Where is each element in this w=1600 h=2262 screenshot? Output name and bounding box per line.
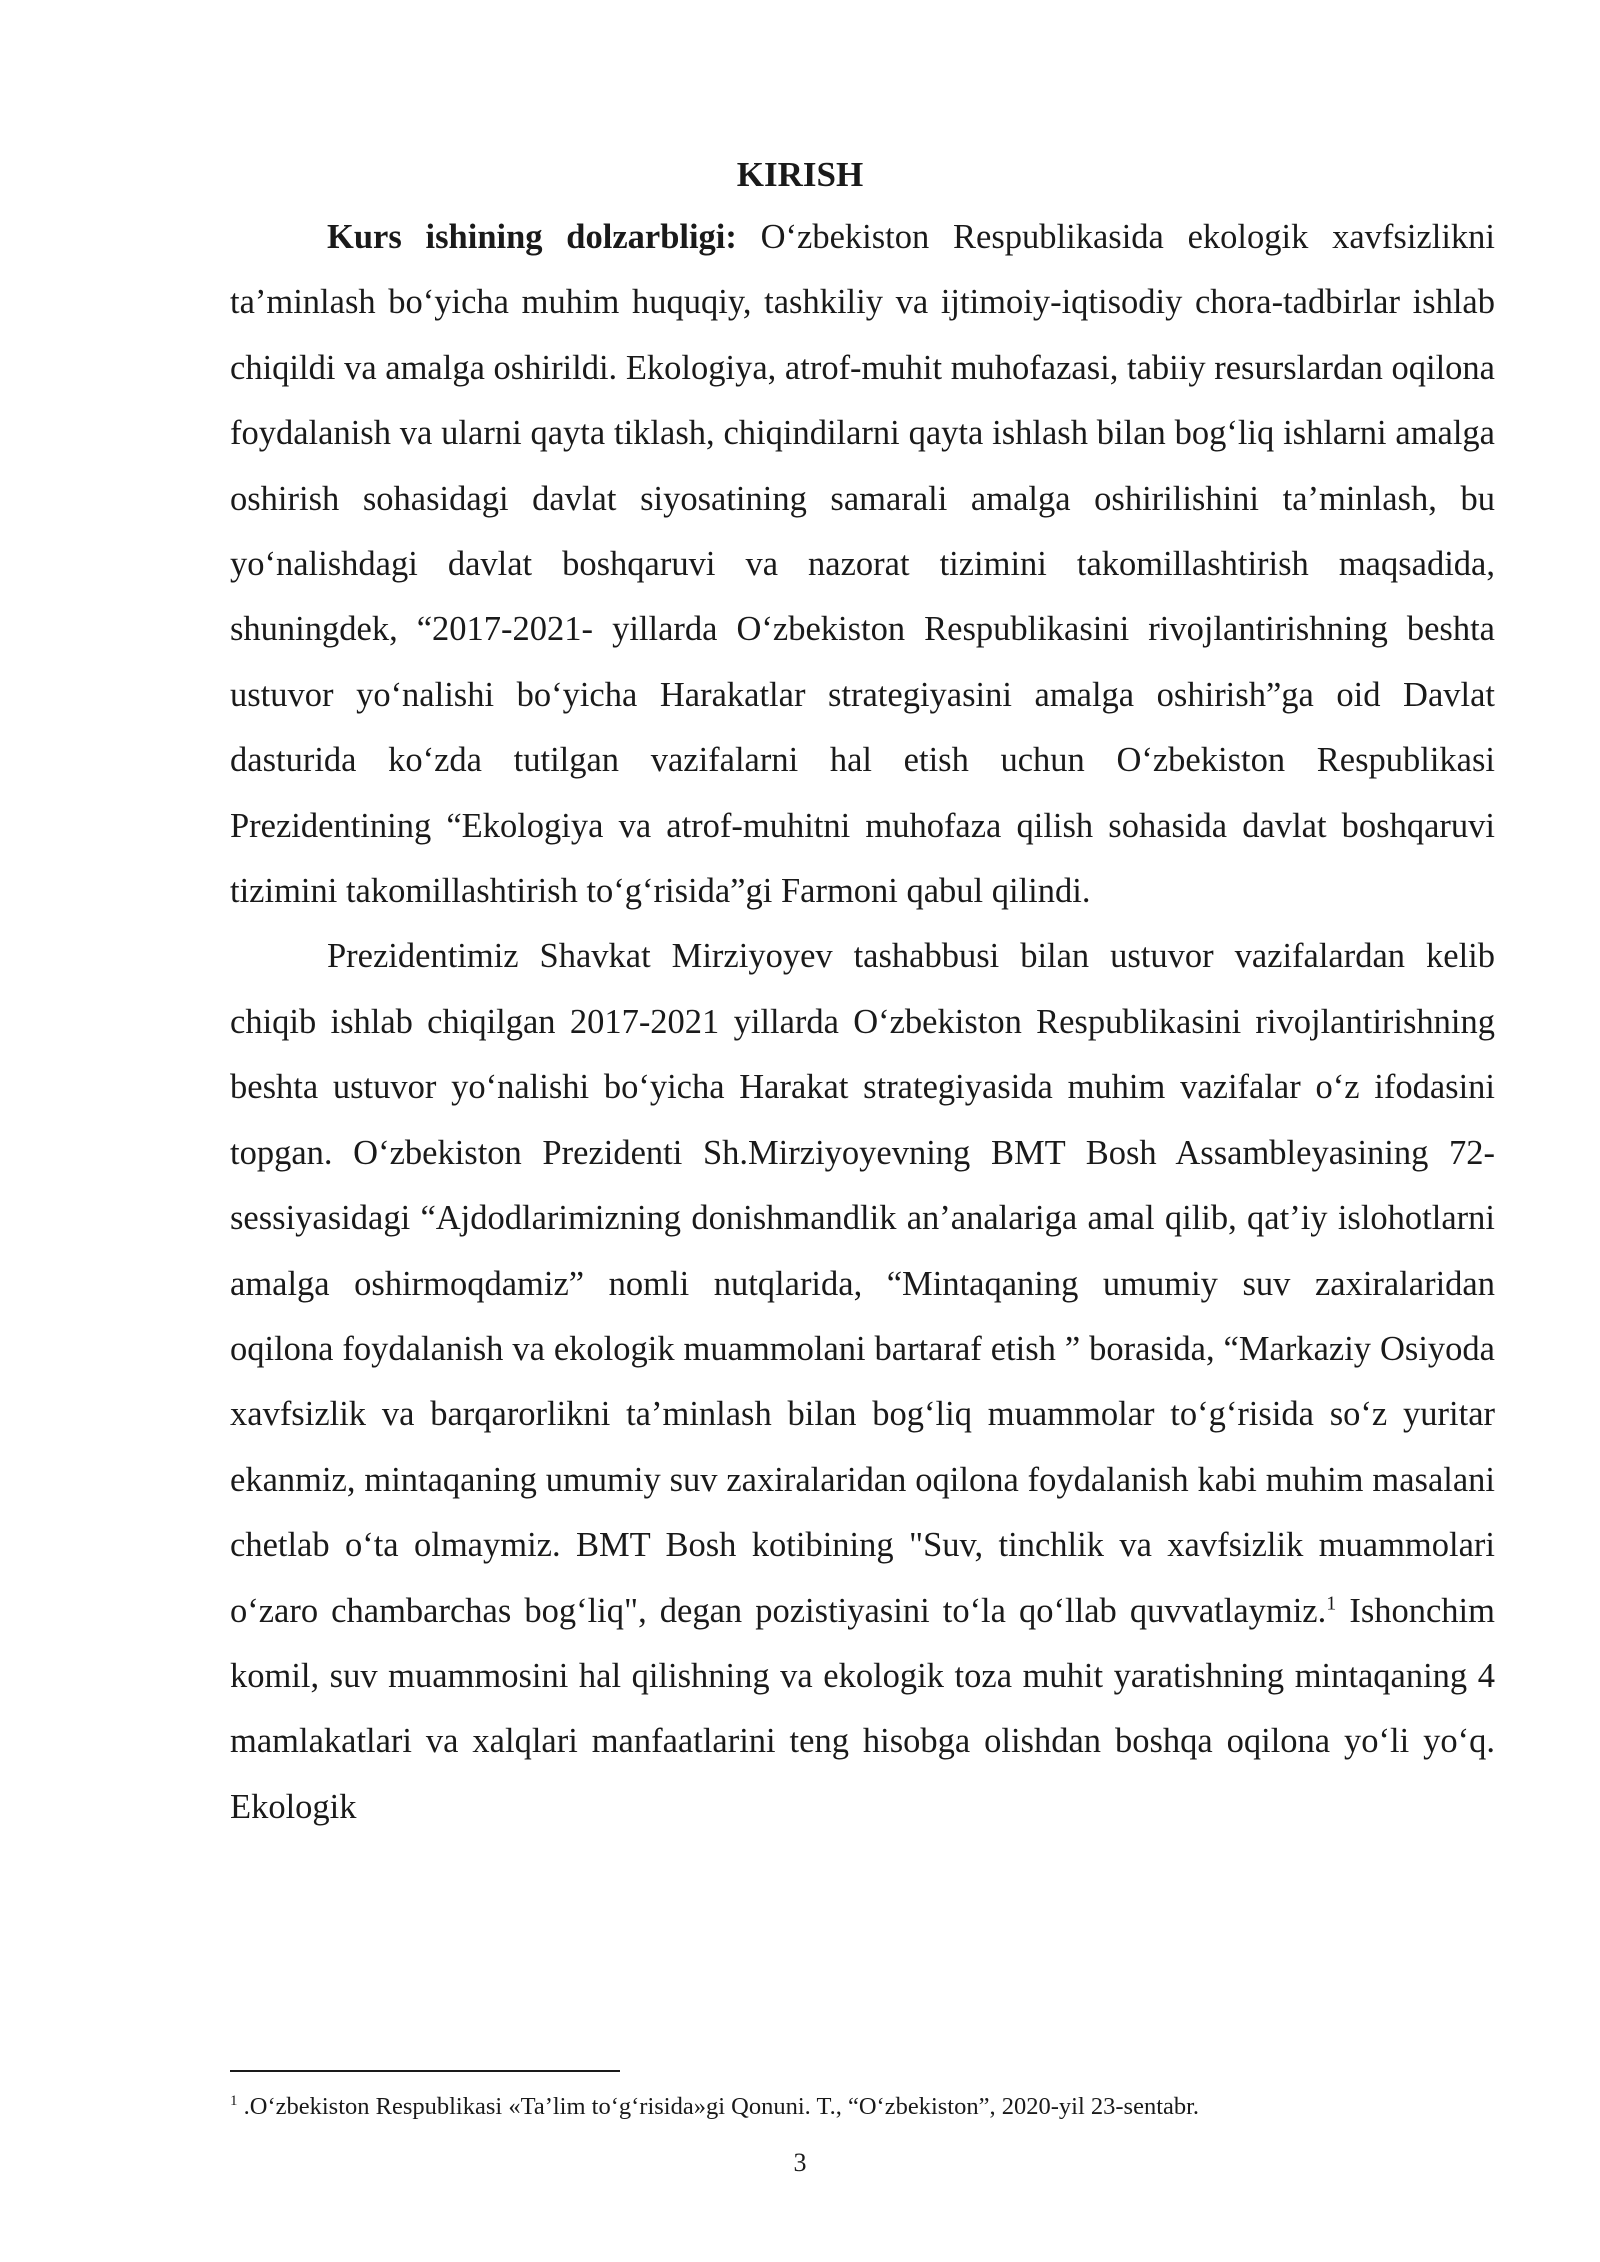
- body-text: [230, 205, 1495, 1840]
- page-title: KIRISH: [736, 155, 864, 194]
- footnote-marker: 1: [230, 2092, 238, 2109]
- footnote-text: .O‘zbekiston Respublikasi «Ta’lim to‘g‘risida»gi Qonuni. T., “O‘zbekiston”, 2020-yil 23-sentabr.: [237, 2093, 1200, 2120]
- footnote-separator: [230, 2070, 620, 2072]
- paragraph-text: O‘zbekiston Respublikasida ekologik xavfsizlikni ta’minlash bo‘yicha muhim huquqiy, tashkiliy va ijtimoiy-iqtisodiy chora-tadbirlar ishlab chiqildi va amalga oshirildi. Ekologiya, atrof-muhit muhofazasi, tabiiy resurslardan oqilona foydalanish va ularni qayta tiklash, chiqindilarni qayta ishlash bilan bog‘liq ishlarni amalga oshirish sohasidagi davlat siyosatining samarali amalga oshirilishini ta’minlash, bu yo‘nalishdagi davlat boshqaruvi va nazorat tizimini takomillashtirish maqsadida, shuningdek, “2017-2021- yillarda O‘zbekiston Respublikasini rivojlantirishning beshta ustuvor yo‘nalishi bo‘yicha Harakatlar strategiyasini amalga oshirish”ga oid Davlat dasturida ko‘zda tutilgan vazifalarni hal etish uchun O‘zbekiston Respublikasi Prezidentining “Ekologiya va atrof-muhitni muhofaza qilish sohasida davlat boshqaruvi tizimini takomillashtirish to‘g‘risida”gi Farmoni qabul qilindi.: [230, 218, 1495, 911]
- paragraph-text-after-ref: Ishonchim komil, suv muammosini hal qilishning va ekologik toza muhit yaratishning mintaqaning 4 mamlakatlari va xalqlari manfaatlarini teng hisobga olishdan boshqa oqilona yo‘li yo‘q. Ekologik: [230, 1591, 1495, 1826]
- paragraph-text-before-ref: Prezidentimiz Shavkat Mirziyoyev tashabbusi bilan ustuvor vazifalardan kelib chiqib ishlab chiqilgan 2017-2021 yillarda O‘zbekiston Respublikasini rivojlantirishning beshta ustuvor yo‘nalishi bo‘yicha Harakat strategiyasida muhim vazifalar o‘z ifodasini topgan. O‘zbekiston Prezidenti Sh.Mirziyoyevning BMT Bosh Assambleyasining 72- sessiyasidagi “Ajdodlarimizning donishmandlik an’analariga amal qilib, qat’iy islohotlarni amalga oshirmoqdamiz” nomli nutqlarida, “Mintaqaning umumiy suv zaxiralaridan oqilona foydalanish va ekologik muammolani bartaraf etish ” borasida, “Markaziy Osiyoda xavfsizlik va barqarorlikni ta’minlash bilan bog‘liq muammolar to‘g‘risida so‘z yuritar ekanmiz, mintaqaning umumiy suv zaxiralaridan oqilona foydalanish kabi muhim masalani chetlab o‘ta olmaymiz. BMT Bosh kotibining "Suv, tinchlik va xavfsizlik muammolari o‘zaro chambarchas bog‘liq", degan pozistiyasini to‘la qo‘llab quvvatlaymiz.: [230, 937, 1495, 1630]
- paragraph-strategy: [230, 924, 1495, 1840]
- footnote: [230, 2092, 1495, 2122]
- page-number: 3: [793, 2148, 807, 2177]
- footnote-reference[interactable]: 1: [1326, 1592, 1337, 1615]
- paragraph-lead: Kurs ishining dolzarbligi:: [327, 218, 737, 256]
- paragraph-relevance: [230, 205, 1495, 924]
